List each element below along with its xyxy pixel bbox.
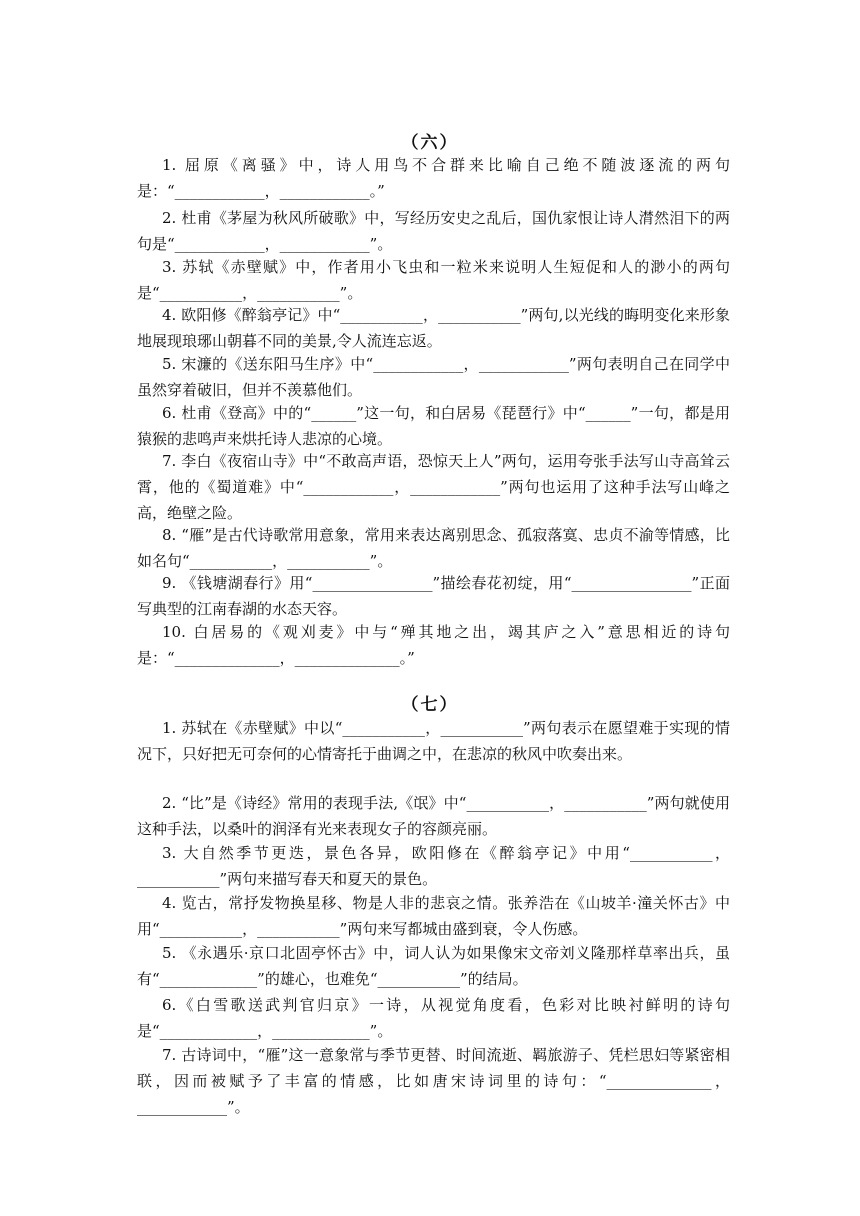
s7-question-5: 5. 《永遇乐·京口北固亭怀古》中，词人认为如果像宋文帝刘义隆那样草率出兵，虽有“_____________”的雄心，也难免“___________”的结局。 <box>137 944 730 988</box>
section-6-title: （六） <box>401 133 459 153</box>
s6-question-9: 9. 《钱塘湖春行》用“________________”描绘春花初绽，用“________________”正面写典型的江南春湖的水态天容。 <box>137 574 730 618</box>
s7-question-6: 6.《白雪歌送武判官归京》一诗，从视觉角度看，色彩对比映衬鲜明的诗句是“_____________，_____________”。 <box>137 996 730 1040</box>
s6-question-8: 8. “雁”是古代诗歌常用意象，常用来表达离别思念、孤寂落寞、忠贞不渝等情感，比如名句“___________，___________”。 <box>137 526 730 570</box>
section-7-title: （七） <box>401 695 459 715</box>
s6-question-6: 6. 杜甫《登高》中的“______”这一句，和白居易《琵琶行》中“______”一句，都是用猿猴的悲鸣声来烘托诗人悲凉的心境。 <box>137 404 730 448</box>
s7-question-1: 1. 苏轼在《赤壁赋》中以“___________，___________”两句表示在愿望难于实现的情况下，只好把无可奈何的心情寄托于曲调之中，在悲凉的秋风中吹奏出来。 <box>137 719 730 763</box>
s6-question-2: 2. 杜甫《茅屋为秋风所破歌》中，写经历安史之乱后，国仇家恨让诗人潸然泪下的两句是“____________，____________”。 <box>137 209 730 253</box>
s7-question-7: 7. 古诗词中，“雁”这一意象常与季节更替、时间流逝、羁旅游子、凭栏思妇等紧密相联，因而被赋予了丰富的情感，比如唐宋诗词里的诗句：“______________，____________”。 <box>137 1046 730 1116</box>
s7-question-2: 2. “比”是《诗经》常用的表现手法,《氓》中“___________，___________”两句就使用这种手法，以桑叶的润泽有光来表现女子的容颜亮丽。 <box>137 794 730 838</box>
s6-question-4: 4. 欧阳修《醉翁亭记》中“___________，___________”两句,以光线的晦明变化来形象地展现琅琊山朝暮不同的美景,令人流连忘返。 <box>137 306 730 350</box>
s6-question-5: 5. 宋濂的《送东阳马生序》中“____________，____________”两句表明自己在同学中虽然穿着破旧，但并不羡慕他们。 <box>137 355 730 399</box>
s6-question-10: 10. 白居易的《观刈麦》中与“殚其地之出，竭其庐之入”意思相近的诗句是：“______________，______________。” <box>137 623 730 667</box>
s6-question-7: 7. 李白《夜宿山寺》中“不敢高声语，恐惊天上人”两句，运用夸张手法写山寺高耸云霄，他的《蜀道难》中“____________，____________”两句也运用了这种手法写山峰之高，绝壁之险。 <box>137 452 730 522</box>
s6-question-1: 1. 屈原《离骚》中，诗人用鸟不合群来比喻自己绝不随波逐流的两句是：“____________，____________。” <box>137 156 730 200</box>
s6-question-3: 3. 苏轼《赤壁赋》中，作者用小飞虫和一粒米来说明人生短促和人的渺小的两句是“___________，___________”。 <box>137 258 730 302</box>
s7-question-3: 3. 大自然季节更迭，景色各异，欧阳修在《醉翁亭记》中用“___________，___________”两句来描写春天和夏天的景色。 <box>137 844 730 888</box>
s7-question-4: 4. 览古，常抒发物换星移、物是人非的悲哀之情。张养浩在《山坡羊·潼关怀古》中用“___________，___________”两句来写都城由盛到衰，令人伤感。 <box>137 894 730 938</box>
